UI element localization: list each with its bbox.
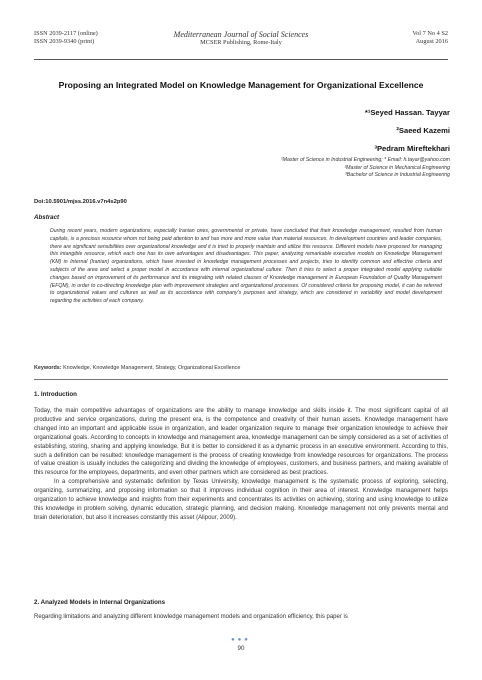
section-2-heading: 2. Analyzed Models in Internal Organizations	[34, 599, 166, 606]
volume: Vol 7 No 4 S2	[412, 30, 448, 37]
page-number: 90	[237, 645, 245, 652]
author-list	[365, 104, 450, 158]
publisher: MCSER Publishing, Rome-Italy	[200, 39, 282, 46]
running-header	[34, 30, 448, 56]
abstract-heading: Abstract	[34, 214, 60, 221]
section-1-body	[34, 407, 448, 523]
journal-title: Mediterranean Journal of Social Sciences	[173, 30, 309, 39]
section-2-paragraph-1: Regarding limitations and analyzing different knowledge management models and organization efficiency, this paper is	[34, 614, 348, 620]
keywords-text: Knowledge, Knowledge Management, Strategy, Organizational Excellence	[63, 365, 241, 371]
affiliation-3: ³Bachelor of Science in Industrial Engineering	[345, 172, 450, 179]
keywords	[34, 365, 448, 372]
journal-block	[34, 30, 448, 47]
issn-online: ISSN 2039-2117 (online)	[34, 30, 98, 37]
abstract-text: During recent years, modern organizations, especially Iranian ones, governmental or private, have concluded that their knowledge management, resulted from human capitals, is a precious resource whom not being paid attention to and has more and more value than material resources. In development countries and leader companies, there are significant sensibilities over organizational knowledge and it is tried to properly maintain and utilize this resource. Different models have proposed for managing this intangible resource, which each one has its own advantages and disadvantages. This paper, analyzing remarkable executive models on Knowledge Management (KM) in Internal (Iranian) organizations, which have invested in knowledge management processes and projects, tries to identify common and effective criteria and subjects of the area and select a proper model in accordance with internal organizational culture. Then it tries to select a proper integrated model applying suitable changes based on improvement of its performance and its integrating with related clauses of Knowledge management in European Foundation of Quality Management (EFQM), in order to co-directing knowledge plan with improvement strategies and organizational processes. Of considered criteria for proposing model, it can be referred to organizational values and cultures as well as its accordance with company's purposes and strategy, which are considered in variability and model development regarding the activities of each company.	[50, 228, 442, 305]
affiliation-2: ²Master of Science in Mechanical Engineering	[344, 164, 450, 171]
issue-date: August 2016	[415, 38, 448, 45]
section-1-heading: 1. Introduction	[34, 391, 77, 398]
paper-title: Proposing an Integrated Model on Knowledge Management for Organizational Excellence	[58, 80, 424, 90]
issn-print: ISSN 2039-9340 (print)	[34, 38, 95, 45]
doi[interactable]: Doi:10.5901/mjss.2016.v7n4s2p90	[34, 199, 127, 205]
author-3: ³Pedram Mireftekhari	[374, 144, 450, 153]
author-1: *¹Seyed Hassan. Tayyar	[364, 108, 450, 117]
footer-dots-icon: ●●●	[231, 637, 251, 643]
volume-block	[412, 30, 448, 46]
section-1-paragraph-2: In a comprehensive and systematic definition by Texas University, knowledge management is the systematic process of exploring, selecting, organizing, summarizing, and proposing information so that it improves individual cognition in their area of interest. Knowledge management helps organization to achieve knowledge and insights from their experiments and concentrates its activities on achieving, storing and using knowledge to utilize this knowledge in problem solving, dynamic education, strategic planning, and decision making. Knowledge management not only prevents mental and brain deterioration, but also it increases constantly this asset (Alipour, 2009).	[34, 479, 448, 521]
section-1-paragraph-1: Today, the main competitive advantages of organizations are the ability to manage knowledge and skills inside it. The most significant capital of all productive and service organizations, during the present era, is the competence and creativity of their human assets. Knowledge management have changed into an important and applicable issue in organization, and leader organization require to manage their organization knowledge to achieve their organizational goals. According to concepts in knowledge and management area, knowledge management can be simply considered as a set of activities of establishing, storing, sharing and applying knowledge. But it is better to considered it as a dynamic process in an executive environment. According to this, such a definition can be resulted: knowledge management is the process of creating knowledge from knowledge resources for organizations. The process of value creation is usually includes the categorizing and dividing the knowledge of employees, customers, and business partners, and making available of this resource for the employees, departments, and even other partners which are considered as best practices.	[34, 408, 448, 477]
keywords-label: Keywords:	[34, 365, 62, 371]
section-2-body	[34, 613, 448, 622]
header-divider	[34, 59, 448, 60]
author-2: ²Saeed Kazemi	[396, 126, 450, 135]
affiliation-1: ¹Master of Science in Industrial Engineering; * Email: h.tayar@yahoo.com	[280, 157, 450, 163]
keywords-divider	[34, 379, 448, 380]
affiliation-list	[281, 157, 450, 180]
